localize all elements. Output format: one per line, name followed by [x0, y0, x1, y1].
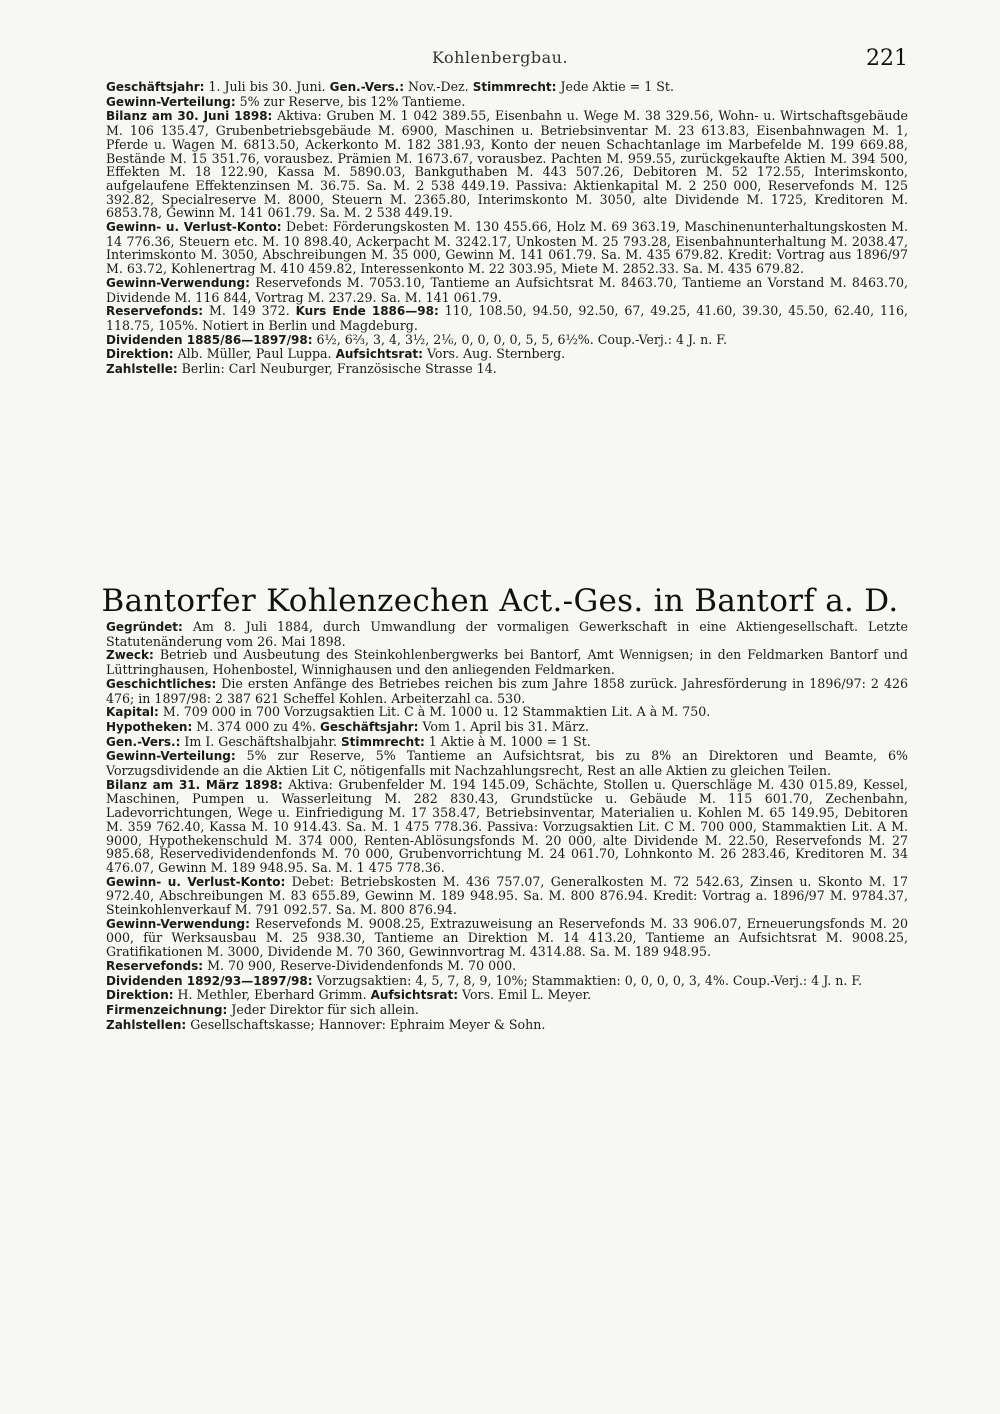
entry-text: M. 149 372.	[203, 303, 296, 319]
entry-text: Aktiva: Grubenfelder M. 194 145.09, Schächte, Stollen u. Querschläge M. 430 015.89, Kessel, Maschinen, Pumpen u. Wasserleitung M. 282 830.43, Grundstücke u. Gebäude M. 115 601.70, Zechenbahn, Ladevorrichtungen, Wege u. Einfriedigung M. 17 358.47, Betriebsinventar, Materialien u. Kohlen M. 65 149.95, Debitoren M. 359 762.40, Kassa M. 10 914.43. Sa. M. 1 475 778.36. Passiva: Vorzugsaktien Lit. C M. 700 000, Stammaktien Lit. A M. 9000, Hypothekenschuld M. 374 000, Renten-Ablösungsfonds M. 20 000, alte Dividende M. 22.50, Reservefonds M. 27 985.68, Reservedividendenfonds M. 70 000, Grubenvorrichtung M. 24 061.70, Lohnkonto M. 26 283.46, Kreditoren M. 34 476.07, Gewinn M. 189 948.95. Sa. M. 1 475 778.36.	[106, 776, 908, 875]
entry-text: 5% zur Reserve, bis 12% Tantieme.	[235, 93, 466, 109]
company-title: Bantorfer Kohlenzechen Act.-Ges. in Bantorf a. D.	[101, 583, 899, 619]
entry-signature-rule	[106, 1003, 908, 1018]
entry-mortgages	[106, 720, 908, 735]
entry-business-year	[106, 80, 908, 95]
entry-paying-agents	[106, 1018, 908, 1033]
running-head	[0, 46, 1000, 76]
entry-profit-loss-account	[106, 875, 908, 917]
entry-founded	[106, 620, 908, 648]
entry-label: Gegründet:	[106, 620, 183, 634]
entry-label: Kapital:	[106, 705, 159, 720]
entry-text: Debet: Förderungskosten M. 130 455.66, Holz M. 69 363.19, Maschinenunterhaltungskosten M. 14 776.36, Steuern etc. M. 10 898.40, Ackerpacht M. 3242.17, Unkosten M. 25 793.28, Eisenbahnunterhaltung M. 2038.47, Interimskonto M. 3050, Abschreibungen M. 35 000, Gewinn M. 141 061.79. Sa. M. 435 679.82. Kredit: Vortrag aus 1896/97 M. 63.72, Kohlenertrag M. 410 459.82, Interessenkonto M. 22 303.95, Miete M. 2852.33. Sa. M. 435 679.82.	[106, 219, 908, 277]
entry-text: Vom 1. April bis 31. März.	[418, 718, 589, 734]
entry-text: Reservefonds M. 7053.10, Tantieme an Aufsichtsrat M. 8463.70, Tantieme an Vorstand M. 8463.70, Dividende M. 116 844, Vortrag M. 237.29. Sa. M. 141 061.79.	[106, 274, 908, 305]
entry-label: Gewinn- u. Verlust-Konto:	[106, 220, 282, 235]
entry-label: Direktion:	[106, 347, 174, 362]
entry-text: Vors. Aug. Sternberg.	[422, 346, 566, 362]
entry-label: Gewinn-Verwendung:	[106, 916, 250, 931]
entry-label: Gewinn-Verteilung:	[106, 94, 236, 109]
entry-text: Aktiva: Gruben M. 1 042 389.55, Eisenbahn u. Wege M. 38 329.56, Wohn- u. Wirtschaftsgebäude M. 106 135.47, Grubenbetriebsgebäude M. 6900, Maschinen u. Betriebsinventar M. 23 613.83, Eisenbahnwagen M. 1, Pferde u. Wagen M. 6813.50, Ackerkonto M. 182 381.93, Konto der neuen Schachtanlage im Marbefelde M. 199 669.88, Bestände M. 15 351.76, vorausbez. Prämien M. 1673.67, vorausbez. Pachten M. 959.55, zurückgekaufte Aktien M. 394 500, Effekten M. 18 122.90, Kassa M. 5890.03, Bankguthaben M. 443 507.26, Debitoren M. 52 172.55, Interimskonto, aufgelaufene Effektenzinsen M. 36.75. Sa. M. 2 538 449.19. Passiva: Aktienkapital M. 2 250 000, Reservefonds M. 125 392.82, Specialreserve M. 8000, Steuern M. 2365.80, Interimskonto M. 3050, alte Dividende M. 1725, Kreditoren M. 6853.78, Gewinn M. 141 061.79. Sa. M. 2 538 449.19.	[106, 108, 909, 221]
entry-general-meeting	[106, 735, 908, 750]
entry-profit-loss-account	[106, 220, 908, 276]
entry-label: Hypotheken:	[106, 719, 193, 734]
entry-label: Gewinn-Verwendung:	[106, 275, 250, 290]
entry-profit-use	[106, 917, 908, 959]
page-number: 221	[866, 46, 908, 71]
entry-label: Dividenden 1892/93—1897/98:	[106, 973, 313, 988]
entry-dividends	[106, 974, 908, 989]
entry-balance-sheet	[106, 778, 908, 875]
entry-reserve-and-prices	[106, 304, 908, 332]
entry-text: M. 70 900, Reserve-Dividendenfonds M. 70 000.	[203, 957, 517, 973]
entry-text: Am 8. Juli 1884, durch Umwandlung der vormaligen Gewerkschaft in eine Aktiengesellschaft. Letzte Statutenänderung vom 26. Mai 1898.	[106, 619, 908, 649]
entry-label: Stimmrecht:	[472, 80, 557, 94]
entry-capital	[106, 705, 908, 720]
entry-text: Nov.-Dez.	[404, 79, 473, 94]
entry-label: Reservefonds:	[106, 958, 204, 973]
entry-label: Gewinn- u. Verlust-Konto:	[106, 874, 286, 889]
entry-profit-distribution	[106, 95, 908, 110]
entry-text: H. Methler, Eberhard Grimm.	[173, 987, 371, 1003]
entry-label: Stimmrecht:	[341, 734, 425, 749]
running-title: Kohlenbergbau.	[431, 48, 569, 67]
entry-label: Kurs Ende 1886—98:	[295, 304, 439, 319]
entry-text: Vorzugsaktien: 4, 5, 7, 8, 9, 10%; Stammaktien: 0, 0, 0, 0, 3, 4%. Coup.-Verj.: 4 J. n. F.	[312, 972, 863, 988]
entry-text: Jeder Direktor für sich allein.	[227, 1001, 419, 1017]
entry-label: Zahlstellen:	[106, 1017, 187, 1032]
section-previous-company	[106, 80, 908, 377]
entry-label: Zahlstelle:	[106, 362, 178, 377]
entry-label: Bilanz am 30. Juni 1898:	[106, 109, 273, 124]
entry-history	[106, 677, 908, 705]
entry-text: Debet: Betriebskosten M. 436 757.07, Generalkosten M. 72 542.63, Zinsen u. Skonto M. 17 972.40, Abschreibungen M. 83 655.89, Gewinn M. 189 948.95. Sa. M. 800 876.94. Kredit: Vortrag a. 1896/97 M. 9784.37, Steinkohlenverkauf M. 791 092.57. Sa. M. 800 876.94.	[106, 873, 908, 918]
section-bantorfer-company	[106, 620, 908, 1032]
entry-paying-agent	[106, 362, 908, 377]
entry-label: Gewinn-Verteilung:	[106, 749, 236, 764]
entry-text: Vors. Emil L. Meyer.	[458, 987, 592, 1003]
entry-label: Geschichtliches:	[106, 676, 217, 691]
entry-text: Reservefonds M. 9008.25, Extrazuweisung an Reservefonds M. 33 906.07, Erneuerungsfonds M. 20 000, für Werksausbau M. 25 938.30, Tantieme an Direktion M. 14 413.20, Tantieme an Aufsichtsrat M. 9008.25, Gratifikationen M. 3000, Dividende M. 70 360, Gewinnvortrag M. 4314.88. Sa. M. 189 948.95.	[106, 915, 908, 960]
entry-label: Zweck:	[106, 648, 154, 663]
entry-label: Reservefonds:	[106, 304, 204, 319]
entry-text: Im I. Geschäftshalbjahr.	[180, 733, 342, 749]
entry-label: Geschäftsjahr:	[106, 80, 205, 94]
entry-label: Aufsichtsrat:	[335, 347, 423, 362]
entry-reserve-fund	[106, 959, 908, 974]
entry-text: 6½, 6⅔, 3, 4, 3½, 2⅙, 0, 0, 0, 0, 5, 5, 6½%. Coup.-Verj.: 4 J. n. F.	[312, 331, 728, 347]
entry-label: Geschäftsjahr:	[320, 719, 419, 734]
entry-dividends	[106, 333, 908, 348]
entry-text: Gesellschaftskasse; Hannover: Ephraim Meyer & Sohn.	[186, 1016, 546, 1032]
entry-text: Alb. Müller, Paul Luppa.	[173, 346, 336, 362]
entry-text: Betrieb und Ausbeutung des Steinkohlenbergwerks bei Bantorf, Amt Wennigsen; in den Feldmarken Bantorf und Lüttringhausen, Hohenbostel, Winnighausen und den anliegenden Feldmarken.	[106, 647, 908, 678]
entry-text: Die ersten Anfänge des Betriebes reichen bis zum Jahre 1858 zurück. Jahresförderung in 1896/97: 2 426 476; in 1897/98: 2 387 621 Scheffel Kohlen. Arbeiterzahl ca. 530.	[106, 675, 908, 706]
entry-label: Aufsichtsrat:	[370, 988, 459, 1003]
entry-purpose	[106, 648, 908, 676]
entry-label: Direktion:	[106, 988, 174, 1003]
entry-text: M. 374 000 zu 4%.	[192, 718, 320, 734]
entry-text: Jede Aktie = 1 St.	[556, 79, 674, 94]
entry-text: 1 Aktie à M. 1000 = 1 St.	[424, 733, 591, 749]
entry-label: Gen.-Vers.:	[329, 80, 404, 94]
entry-profit-use	[106, 276, 908, 304]
entry-label: Firmenzeichnung:	[106, 1002, 228, 1017]
entry-management	[106, 347, 908, 362]
entry-label: Dividenden 1885/86—1897/98:	[106, 332, 313, 347]
entry-balance-sheet	[106, 109, 908, 220]
entry-text: 110, 108.50, 94.50, 92.50, 67, 49.25, 41.60, 39.30, 45.50, 62.40, 116, 118.75, 105%. Notiert in Berlin und Magdeburg.	[106, 303, 908, 333]
entry-label: Bilanz am 31. März 1898:	[106, 777, 283, 792]
entry-management	[106, 988, 908, 1003]
entry-text: 1. Juli bis 30. Juni.	[204, 79, 330, 94]
entry-profit-distribution	[106, 749, 908, 777]
entry-label: Gen.-Vers.:	[106, 734, 181, 749]
entry-text: Berlin: Carl Neuburger, Französische Strasse 14.	[177, 361, 497, 377]
entry-text: M. 709 000 in 700 Vorzugsaktien Lit. C à M. 1000 u. 12 Stammaktien Lit. A à M. 750.	[158, 704, 711, 720]
entry-text: 5% zur Reserve, 5% Tantieme an Aufsichtsrat, bis zu 8% an Direktoren und Beamte, 6% Vorzugsdividende an die Aktien Lit C, nötigenfalls mit Nachzahlungsrecht, Rest an alle Aktien zu gleichen Teilen.	[106, 748, 908, 779]
